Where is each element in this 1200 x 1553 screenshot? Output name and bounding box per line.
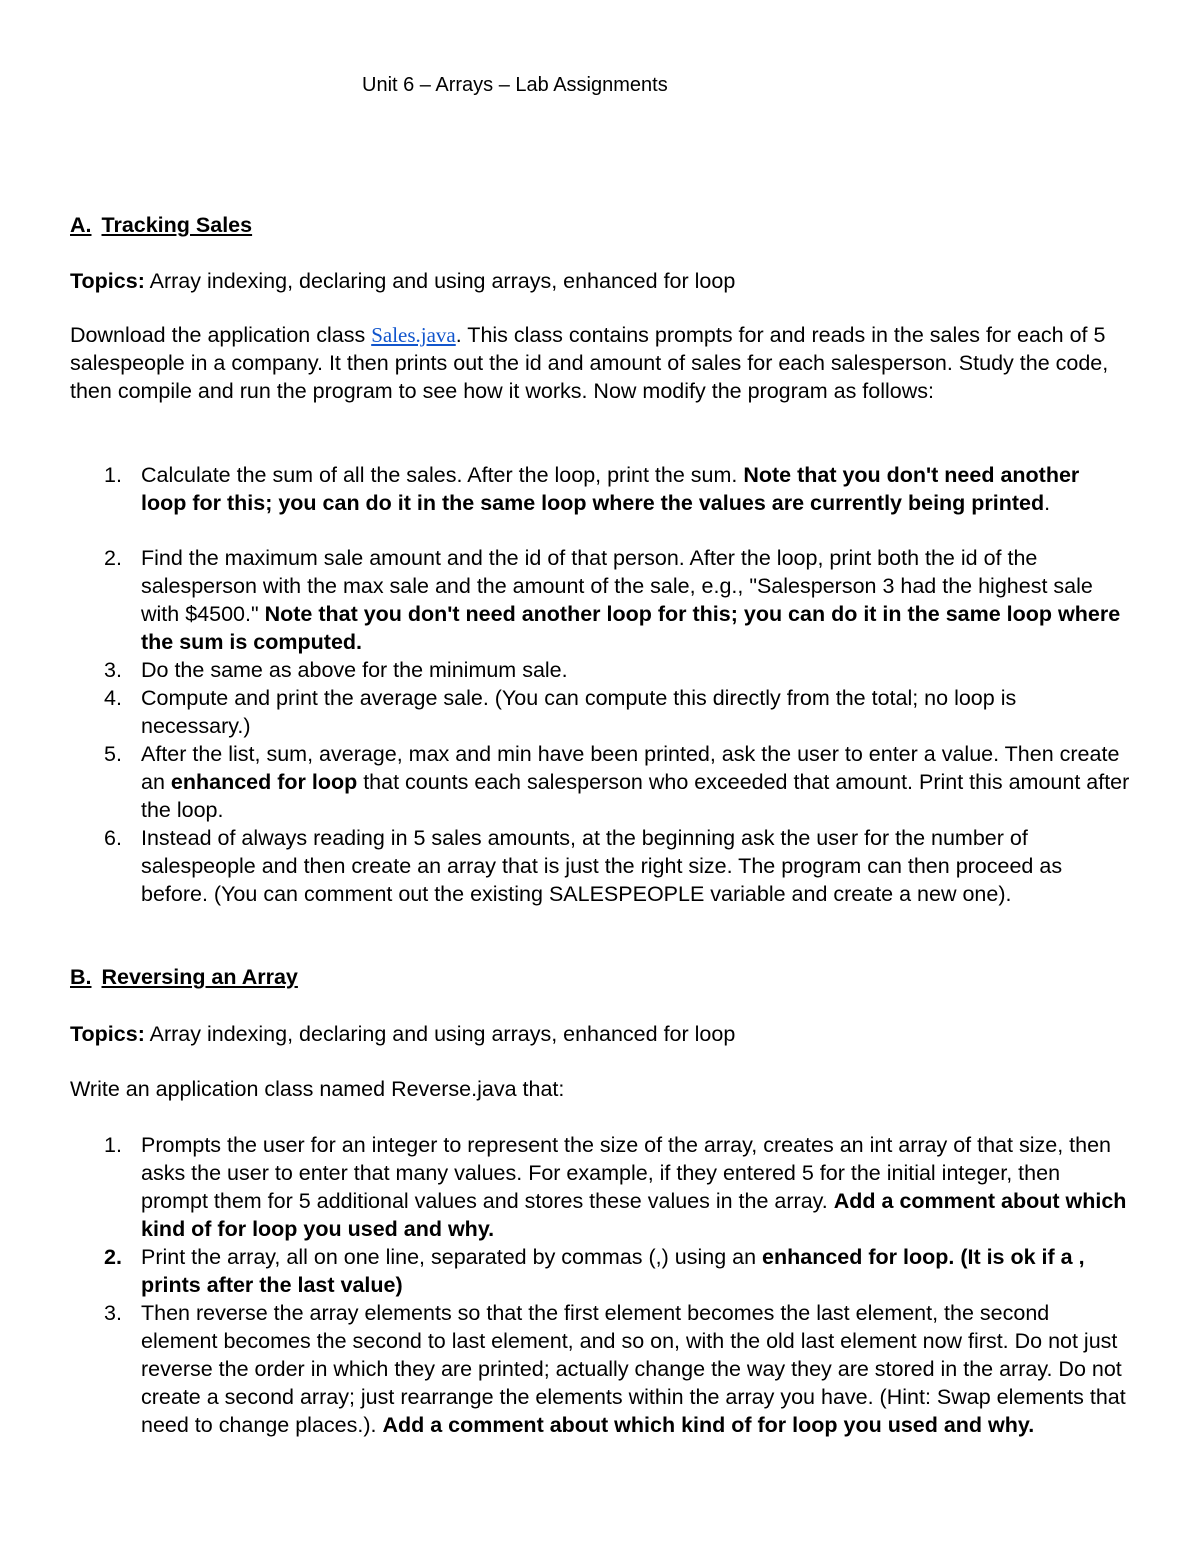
- sales-java-link[interactable]: Sales.java: [371, 323, 456, 347]
- list-item-bold-note: Add a comment about which kind of for loop you used and why.: [382, 1413, 1035, 1437]
- list-item-number: 2.: [104, 546, 122, 570]
- list-item-bold-note: Note that you don't need another loop for this; you can do it in the same loop where the sum is computed.: [141, 602, 1121, 654]
- list-item-number: 3.: [104, 1301, 122, 1325]
- section-b-heading: [70, 963, 1130, 991]
- list-item-number: 4.: [104, 686, 122, 710]
- section-b-topics-text: Array indexing, declaring and using arrays, enhanced for loop: [144, 1022, 736, 1046]
- list-item-text: Print the array, all on one line, separated by commas (,) using an: [141, 1245, 763, 1269]
- section-b-topics: [70, 1020, 1130, 1048]
- section-a-topics-label: Topics:: [70, 269, 145, 293]
- list-item-text: Instead of always reading in 5 sales amounts, at the beginning ask the user for the number of salespeople and then create an array that is just the right size. The program can then proceed as before. (You can comment out the existing SALESPEOPLE variable and create a new one).: [141, 826, 1063, 906]
- list-item: [70, 461, 1130, 517]
- section-b-topics-label: Topics:: [70, 1022, 145, 1046]
- list-item: [70, 684, 1130, 740]
- section-a-intro: [70, 321, 1130, 405]
- section-b-intro: Write an application class named Reverse.java that:: [70, 1077, 565, 1101]
- list-item-number: 2.: [104, 1245, 122, 1269]
- list-item-text: Then reverse the array elements so that the first element becomes the last element, the second element becomes the second to last element, and so on, with the old last element now first. Do not just reverse the order in which they are printed; actually change the way they are stored in the array. Do not create a second array; just rearrange the elements within the array you have. (Hint: Swap elements that need to change places.).: [141, 1301, 1126, 1437]
- section-b-title: Reversing an Array: [101, 965, 298, 989]
- section-a-intro-post: . This class contains prompts for and reads in the sales for each of 5 salespeople in a company. It then prints out the id and amount of sales for each salesperson. Study the code, then compile and run the program to see how it works. Now modify the program as follows:: [70, 323, 1109, 403]
- list-item-text: Compute and print the average sale. (You can compute this directly from the total; no loop is necessary.): [141, 686, 1017, 738]
- section-a-intro-pre: Download the application class: [70, 323, 372, 347]
- section-a-topics: [70, 267, 1130, 295]
- list-item: [70, 824, 1130, 908]
- list-item: [70, 544, 1130, 656]
- list-item-bold-term: enhanced for loop: [170, 770, 358, 794]
- list-item-text-post: that counts each salesperson who exceeded that amount. Print this amount after the loop.: [141, 770, 1130, 822]
- section-a-heading: [70, 211, 1130, 239]
- list-item: [70, 1299, 1130, 1439]
- section-b-list: [70, 1131, 1130, 1439]
- list-item-bold-note: Note that you don't need another loop for this; you can do it in the same loop where the values are currently being printed: [141, 463, 1080, 515]
- section-a-title: Tracking Sales: [101, 213, 253, 237]
- list-spacer: [70, 517, 1130, 544]
- section-a-topics-text: Array indexing, declaring and using arrays, enhanced for loop: [144, 269, 736, 293]
- list-item-text-pre: After the list, sum, average, max and min have been printed, ask the user to enter a value. Then create an: [141, 742, 1120, 794]
- list-item: [70, 1243, 1130, 1299]
- section-a-list: [70, 461, 1130, 908]
- list-item-number: 1.: [104, 1133, 122, 1157]
- list-item: [70, 656, 1130, 684]
- list-item-text: Prompts the user for an integer to represent the size of the array, creates an int array of that size, then asks the user to enter that many values. For example, if they entered 5 for the initial integer, then prompt them for 5 additional values and stores these values in the array.: [141, 1133, 1111, 1213]
- list-item-number: 3.: [104, 658, 122, 682]
- list-item: [70, 1131, 1130, 1243]
- section-a-letter: A.: [70, 213, 92, 237]
- list-item-bold-note: Add a comment about which kind of for loop you used and why.: [141, 1189, 1127, 1241]
- list-item-tail: .: [1044, 491, 1051, 515]
- list-item-number: 1.: [104, 463, 122, 487]
- list-item-bold-note: enhanced for loop. (It is ok if a , prints after the last value): [141, 1245, 1085, 1297]
- list-item-number: 6.: [104, 826, 122, 850]
- list-item: [70, 740, 1130, 824]
- list-item-text: Calculate the sum of all the sales. After the loop, print the sum.: [141, 463, 744, 487]
- list-item-number: 5.: [104, 742, 122, 766]
- section-b-letter: B.: [70, 965, 92, 989]
- page-title: Unit 6 – Arrays – Lab Assignments: [362, 74, 668, 96]
- list-item-text: Find the maximum sale amount and the id of that person. After the loop, print both the id of the salesperson with the max sale and the amount of the sale, e.g., "Salesperson 3 had the highest sale with $4500.": [141, 546, 1093, 626]
- list-item-text: Do the same as above for the minimum sale.: [141, 658, 568, 682]
